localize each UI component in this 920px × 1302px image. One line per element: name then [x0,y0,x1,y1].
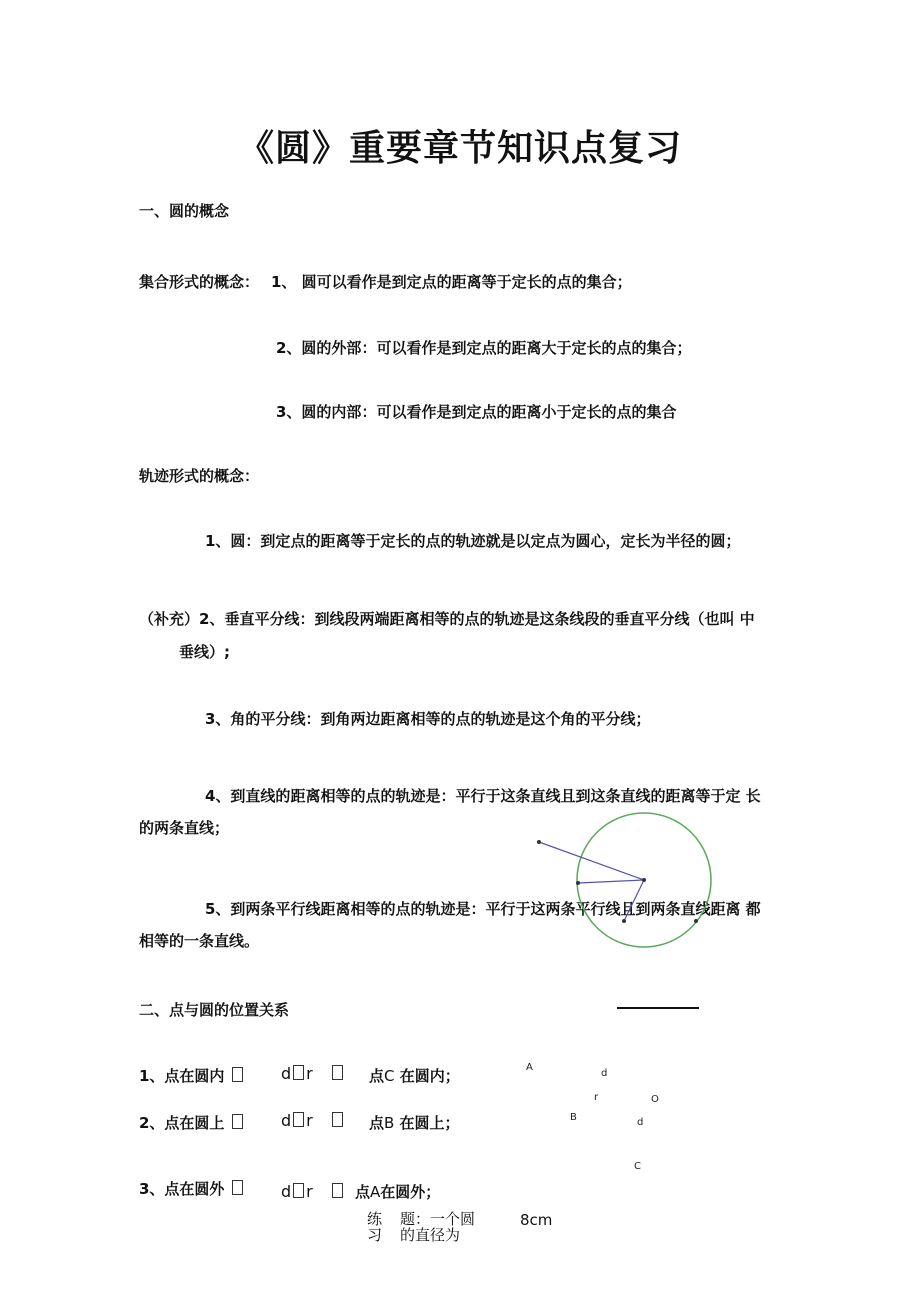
point-on-circle [694,919,698,923]
locus-item-5-line1: 5、到两条平行线距离相等的点的轨迹是：平行于这两条平行线且到两条直线距离 都 [205,900,761,918]
section1-heading: 一、圆的概念 [139,202,230,220]
exercise-value: 8cm [520,1211,553,1229]
relation-result-3: 点A在圆外； [355,1183,441,1201]
relation-row-1 [139,1066,245,1086]
relation-label: 2、点在圆上 [139,1114,225,1132]
exercise-col1-line1: 练 [367,1210,383,1228]
locus-item-2-line2: 垂线）; [179,643,230,661]
exercise-col1-line2: 习 [367,1226,383,1244]
locus-item-5-line2: 相等的一条直线。 [139,932,260,950]
relation-formula-3: d r [281,1182,345,1202]
symbol-box-icon [332,1112,343,1127]
locus-concept-label: 轨迹形式的概念： [139,467,260,485]
label-r: r [594,1092,599,1103]
relation-result-1: 点C 在圆内； [369,1067,460,1085]
set-item-2: 2、圆的外部：可以看作是到定点的距离大于定长的点的集合； [276,339,692,357]
relation-formula-1: d r [281,1064,345,1084]
relation-label: 3、点在圆外 [139,1180,225,1198]
relation-row-3 [139,1179,245,1199]
locus-item-4-line1: 4、到直线的距离相等的点的轨迹是：平行于这条直线且到这条直线的距离等于定 长 [205,787,761,805]
symbol-box-icon [293,1065,304,1080]
symbol-box-icon [293,1183,304,1198]
symbol-box-icon [232,1114,243,1129]
section2-heading: 二、点与圆的位置关系 [139,1001,290,1019]
set-item-1: 1、 圆可以看作是到定点的距离等于定长的点的集合； [271,273,632,291]
label-d1: d [601,1068,608,1079]
point-o [642,878,646,882]
point-b [576,881,580,885]
label-d2: d [637,1117,644,1128]
locus-item-1: 1、圆：到定点的距离等于定长的点的轨迹就是以定点为圆心，定长为半径的圆； [205,532,741,550]
label-c: C [634,1161,641,1172]
set-concept-label: 集合形式的概念： [139,273,260,291]
relation-result-2: 点B 在圆上； [369,1114,460,1132]
segment-b-o [578,880,644,883]
symbol-box-icon [332,1065,343,1080]
point-c [622,919,626,923]
page-title: 《圆》重要章节知识点复习 [237,128,682,169]
symbol-box-icon [332,1183,343,1198]
locus-item-4-line2: 的两条直线； [139,819,230,837]
exercise-col2-line1: 题：一个圆 [400,1210,476,1228]
label-a: A [526,1062,533,1073]
segment-c-o [624,880,644,921]
symbol-box-icon [232,1180,243,1195]
segment-a-o [539,842,644,880]
relation-label: 1、点在圆内 [139,1067,225,1085]
exercise-col2-line2: 的直径为 [400,1226,461,1244]
set-item-3: 3、圆的内部：可以看作是到定点的距离小于定长的点的集合 [276,403,677,421]
label-o: O [651,1094,659,1105]
symbol-box-icon [232,1067,243,1082]
locus-item-2-line1: （补充）2、垂直平分线：到线段两端距离相等的点的轨迹是这条线段的垂直平分线（也叫 中 [139,610,755,628]
symbol-box-icon [293,1112,304,1127]
relation-row-2 [139,1113,245,1133]
locus-item-3: 3、角的平分线：到角两边距离相等的点的轨迹是这个角的平分线； [205,710,651,728]
relation-formula-2: d r [281,1111,345,1131]
point-a [537,840,541,844]
label-b: B [570,1112,577,1123]
